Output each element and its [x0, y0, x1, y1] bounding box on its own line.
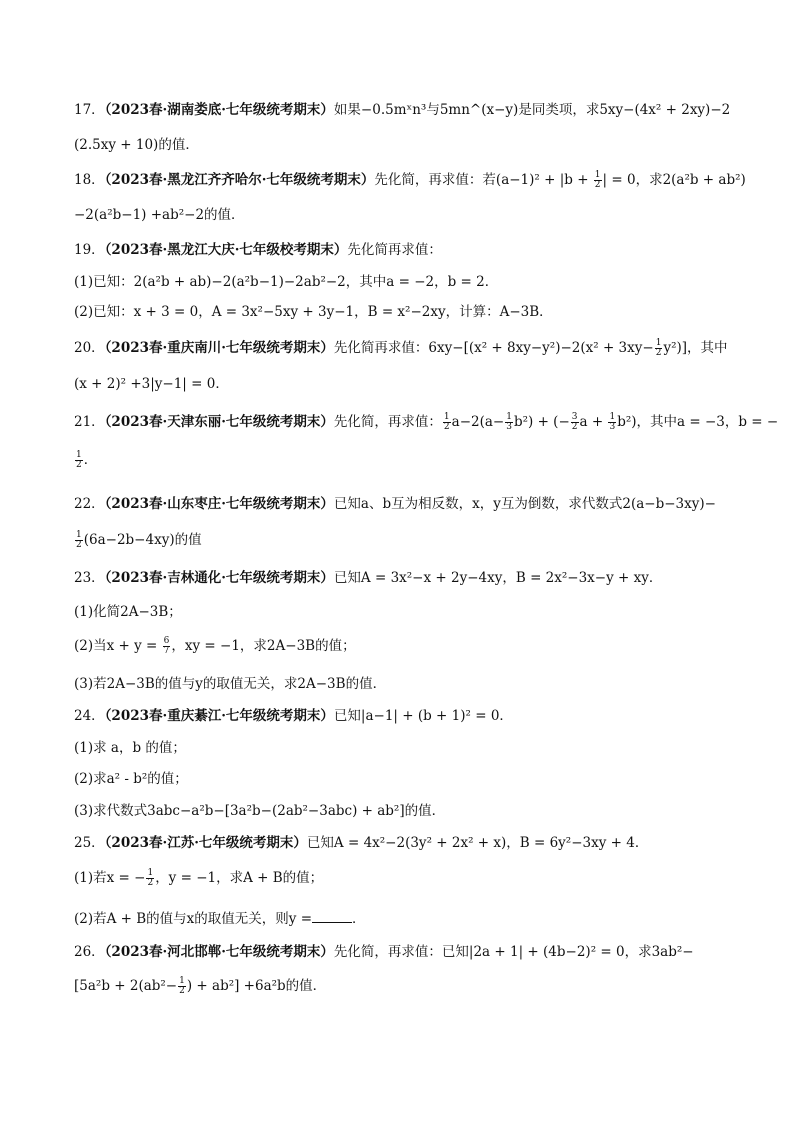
- question-text: [5a²b + 2(ab²−: [74, 978, 178, 994]
- question-text: | = 0，求2(a²b + ab²): [602, 172, 746, 188]
- question-number: 19．: [74, 242, 105, 258]
- answer-blank[interactable]: [312, 908, 352, 923]
- question-text: a−2(a−: [451, 414, 505, 430]
- question-text: (1)化简2A−3B；: [74, 604, 182, 620]
- question-text: −2(a²b−1) +ab²−2的值．: [74, 207, 245, 223]
- question-number: 18．: [74, 172, 105, 188]
- question-text: (2.5xy + 10)的值．: [74, 137, 199, 153]
- question-text: 先化简，再求值：若(a−1)² + |b +: [374, 172, 593, 188]
- question-text: (3)求代数式3abc−a²b−[3a²b−(2ab²−3abc) + ab²]的值．: [74, 803, 446, 819]
- question-21-line-2: [74, 450, 734, 472]
- question-source: （2023春·河北邯郸·七年级统考期末）: [104, 944, 334, 960]
- question-number: 22．: [74, 496, 105, 512]
- question-text: (2)已知：x + 3 = 0，A = 3x²−5xy + 3y−1，B = x²−2xy，计算：A−3B．: [74, 304, 553, 320]
- question-22-line-1: [74, 494, 734, 516]
- question-17-line-1: [74, 100, 734, 122]
- question-text: ．: [352, 911, 366, 927]
- question-text: 如果−0.5mˣn³与5mn^(x−y)是同类项，求5xy−(4x² + 2xy)−2: [333, 102, 731, 118]
- question-source: （2023春·重庆南川·七年级统考期末）: [104, 340, 334, 356]
- question-24-part-2: [74, 769, 734, 791]
- question-text: ．: [83, 452, 98, 468]
- question-number: 17．: [74, 102, 105, 118]
- fraction: $\frac{1}{2}$: [443, 412, 450, 432]
- question-text: (2)当x + y =: [74, 638, 162, 654]
- question-number: 20．: [74, 340, 105, 356]
- question-text: a +: [579, 414, 608, 430]
- fraction: $\frac{3}{2}$: [571, 412, 578, 432]
- question-23-line-1: [74, 568, 734, 590]
- fraction: $\frac{1}{2}$: [147, 868, 154, 888]
- question-text: 已知A = 3x²−x + 2y−4xy，B = 2x²−3x−y + xy．: [333, 570, 663, 586]
- question-24-line-1: [74, 706, 734, 728]
- question-text: b²) + (−: [513, 414, 570, 430]
- question-number: 23．: [74, 570, 105, 586]
- question-text: ，xy = −1，求2A−3B的值；: [171, 638, 356, 654]
- question-23-part-1: [74, 602, 734, 624]
- question-number: 24．: [74, 708, 105, 724]
- question-19-part-1: [74, 272, 734, 294]
- fraction: $\frac{1}{2}$: [76, 530, 82, 550]
- question-text: 已知A = 4x²−2(3y² + 2x² + x)，B = 6y²−3xy + 4．: [306, 835, 649, 851]
- question-22-line-2: [74, 530, 734, 552]
- question-21-line-1: [74, 412, 779, 434]
- question-source: （2023春·吉林通化·七年级统考期末）: [104, 570, 334, 586]
- question-24-part-1: [74, 738, 734, 760]
- question-text: b²)，其中a = −3，b = −: [617, 414, 779, 430]
- question-number: 21．: [74, 414, 105, 430]
- question-text: ，y = −1，求A + B的值；: [155, 870, 324, 886]
- question-23-part-2: [74, 636, 734, 658]
- question-18-line-1: [74, 170, 746, 192]
- question-source: （2023春·天津东丽·七年级统考期末）: [104, 414, 334, 430]
- fraction: $\frac{1}{2}$: [594, 170, 601, 190]
- question-18-line-2: [74, 205, 734, 227]
- question-text: ) + ab²] +6a²b的值．: [186, 978, 327, 994]
- question-text: (1)已知：2(a²b + ab)−2(a²b−1)−2ab²−2，其中a = −2，b = 2．: [74, 274, 499, 290]
- question-source: （2023春·江苏·七年级统考期末）: [104, 835, 307, 851]
- question-text: 先化简，再求值：: [333, 414, 442, 430]
- question-23-part-3: [74, 674, 734, 696]
- question-text: y²)]，其中: [663, 340, 728, 356]
- question-25-line-1: [74, 833, 734, 855]
- fraction: $\frac{1}{2}$: [76, 450, 82, 470]
- question-number: 26．: [74, 944, 105, 960]
- question-source: （2023春·湖南娄底·七年级统考期末）: [104, 102, 334, 118]
- question-text: 先化简，再求值：已知|2a + 1| + (4b−2)² = 0，求3ab²−: [333, 944, 694, 960]
- fraction: $\frac{1}{3}$: [506, 412, 512, 432]
- fraction: $\frac{1}{3}$: [609, 412, 616, 432]
- question-number: 25．: [74, 835, 105, 851]
- question-text: (1)若x = −: [74, 870, 146, 886]
- question-text: (3)若2A−3B的值与y的取值无关，求2A−3B的值．: [74, 676, 387, 692]
- question-19-line-1: [74, 240, 734, 262]
- question-text: (1)求 a，b 的值；: [74, 740, 186, 756]
- fraction: $\frac{6}{7}$: [163, 636, 170, 656]
- question-text: (6a−2b−4xy)的值: [83, 532, 202, 548]
- question-26-line-1: [74, 942, 734, 964]
- question-text: 先化简再求值：: [347, 242, 442, 258]
- question-text: 已知a、b互为相反数，x，y互为倒数，求代数式2(a−b−3xy)−: [333, 496, 716, 512]
- question-text: 先化简再求值：6xy−[(x² + 8xy−y²)−2(x² + 3xy−: [333, 340, 654, 356]
- question-24-part-3: [74, 801, 734, 823]
- question-source: （2023春·黑龙江齐齐哈尔·七年级统考期末）: [104, 172, 375, 188]
- question-20-line-1: [74, 338, 734, 360]
- question-17-line-2: [74, 135, 734, 157]
- question-source: （2023春·黑龙江大庆·七年级校考期末）: [104, 242, 348, 258]
- question-source: （2023春·山东枣庄·七年级统考期末）: [104, 496, 334, 512]
- question-text: 已知|a−1| + (b + 1)² = 0．: [333, 708, 513, 724]
- question-text: (2)若A + B的值与x的取值无关，则y =: [74, 911, 313, 927]
- question-26-line-2: [74, 976, 734, 998]
- question-text: (x + 2)² +3|y−1| = 0．: [74, 376, 229, 392]
- question-25-part-2: [74, 908, 734, 930]
- question-source: （2023春·重庆綦江·七年级统考期末）: [104, 708, 334, 724]
- fraction: $\frac{1}{2}$: [179, 976, 185, 996]
- question-text: (2)求a² - b²的值；: [74, 771, 188, 787]
- question-19-part-2: [74, 302, 734, 324]
- question-25-part-1: [74, 868, 734, 890]
- question-20-line-2: [74, 374, 734, 396]
- fraction: $\frac{1}{2}$: [655, 338, 662, 358]
